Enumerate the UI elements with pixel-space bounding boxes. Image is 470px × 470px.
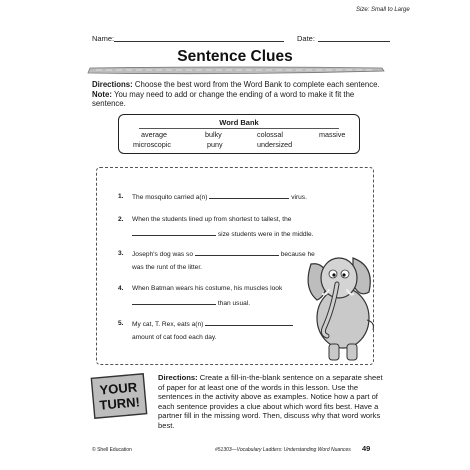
word-bank [118,114,360,154]
divider [139,128,339,129]
page-title: Sentence Clues [177,48,293,65]
answer-blank[interactable] [195,250,279,256]
your-turn-line-2: TURN! [98,394,141,413]
date-label: Date: [297,34,315,43]
directions-lead: Directions: [92,80,133,89]
your-turn-line-1: YOUR [98,379,138,398]
word-bank-item: undersized [257,140,293,149]
word-bank-item: average [141,130,167,139]
answer-blank[interactable] [132,299,216,305]
name-date-row [92,34,392,43]
answer-blank[interactable] [132,230,216,236]
page-number: 49 [362,444,371,453]
directions-lead: Directions: [158,373,198,382]
answer-blank[interactable] [209,193,289,199]
name-label: Name: [92,34,115,43]
date-field[interactable] [318,41,390,42]
note-lead: Note: [92,89,112,99]
your-turn-directions: Directions: Create a fill-in-the-blank sentence on a separate sheet of paper for at least one of the words in this lesson. Use the sentences in the activity above as examples. Notice how a part of each sentence provides a clue about which word fits best. Have a partner fill in the missing word. Then, discuss why that word works best. [158,373,383,430]
name-field[interactable] [114,41,284,42]
your-turn-badge [90,373,148,419]
size-label: Size: Small to Large [356,7,410,13]
answer-blank[interactable] [205,320,293,326]
copyright: © Shell Education [92,447,132,453]
directions-paragraph: Directions: Choose the best word from the Word Bank to complete each sentence. Note: You may need to add or change the ending of a word to make it fit the sentence. [92,80,380,108]
word-bank-item: puny [207,140,223,149]
word-bank-item: bulky [205,130,222,139]
word-bank-item: massive [319,130,346,139]
book-title: #51303—Vocabulary Ladders: Understanding Word Nuances [215,447,351,453]
word-bank-title: Word Bank [219,118,259,127]
word-bank-item: colossal [257,130,283,139]
elephant-illustration [303,248,375,366]
word-bank-item: microscopic [133,140,171,149]
decorative-banner [86,66,386,75]
